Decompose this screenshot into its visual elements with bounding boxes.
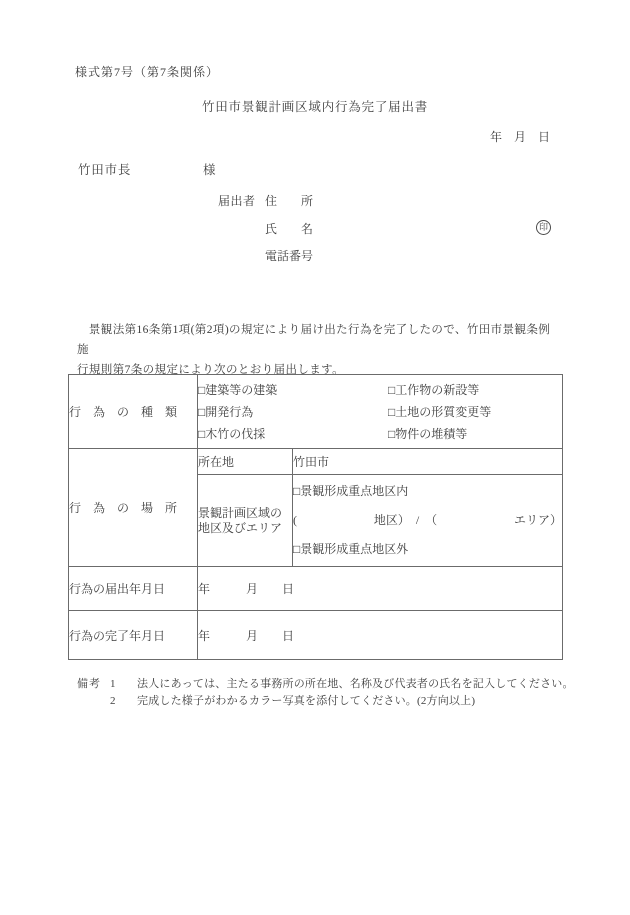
notifier-address-row xyxy=(218,192,313,220)
checkbox-option-building: □建築等の建築 xyxy=(198,382,278,397)
checkbox-option-outside-district: □景観形成重点地区外 xyxy=(293,542,409,556)
form-number: 様式第7号（第7条関係） xyxy=(75,65,220,79)
row-header-complete-date: 行為の完了年月日 xyxy=(69,611,198,660)
seal-character: 印 xyxy=(538,222,548,232)
checkbox-option-development: □開発行為 xyxy=(198,404,254,419)
district-label-line-1: 景観計画区域の xyxy=(198,505,283,520)
notifier-block xyxy=(218,192,313,275)
act-type-options-cell xyxy=(198,375,563,449)
paren-open: ( xyxy=(293,513,297,527)
checkbox-column-right xyxy=(388,379,562,445)
table-row-location xyxy=(69,449,563,475)
notifier-phone-row xyxy=(218,247,313,275)
form-table xyxy=(68,374,563,660)
checkbox-option-inside-district: □景観形成重点地区内 xyxy=(293,484,409,498)
table-row-notify-date xyxy=(69,567,563,611)
district-area-fill-line xyxy=(293,506,562,535)
notify-date-value-cell: 年 月 日 xyxy=(198,567,563,611)
checkbox-option-stockpile: □物件の堆積等 xyxy=(388,426,468,441)
body-line-1: 景観法第16条第1項(第2項)の規定により届け出た行為を完了したので、竹田市景観条例施 xyxy=(77,324,551,356)
checkbox-columns xyxy=(198,379,562,445)
address-label: 住 所 xyxy=(265,194,314,208)
district-label-line-2: 地区及びエリア xyxy=(198,520,283,535)
name-label: 氏 名 xyxy=(265,221,314,236)
addressee-line xyxy=(78,160,216,178)
note-text-1: 法人にあっては、主たる事務所の所在地、名称及び代表者の氏名を記入してください。 xyxy=(137,678,574,690)
date-placeholder: 年 月 日 xyxy=(489,130,550,144)
notes-label: 備考 xyxy=(77,678,101,690)
note-item-1 xyxy=(77,676,574,693)
addressee-name: 竹田市長 xyxy=(78,163,132,177)
location-value-cell: 竹田市 xyxy=(293,449,563,475)
phone-label: 電話番号 xyxy=(265,249,314,263)
district-label-cell xyxy=(198,475,293,567)
note-number-1: 1 xyxy=(110,678,116,690)
note-text-2: 完成した様子がわかるカラー写真を添付してください。(2方向以上) xyxy=(137,695,476,707)
checkbox-option-logging: □木竹の伐採 xyxy=(198,426,266,441)
checkbox-option-structure: □工作物の新設等 xyxy=(388,382,480,397)
notes-block xyxy=(77,676,574,710)
note-number-2: 2 xyxy=(110,695,116,707)
body-line-2: 行規則第7条の規定により次のとおり届出します。 xyxy=(77,364,345,376)
table-row-complete-date xyxy=(69,611,563,660)
checkbox-option-land-change: □土地の形質変更等 xyxy=(388,404,492,419)
row-header-act-place: 行 為 の 場 所 xyxy=(69,449,198,567)
note-item-2 xyxy=(77,693,574,710)
body-paragraph xyxy=(77,320,559,380)
notifier-label: 届出者 xyxy=(218,194,256,208)
row-header-notify-date: 行為の届出年月日 xyxy=(69,567,198,611)
district-slash-label: 地区） / （ xyxy=(373,513,438,527)
notes-label-spacer xyxy=(77,693,110,710)
area-close-label: エリア） xyxy=(513,513,562,527)
checkbox-column-left xyxy=(198,379,388,445)
seal-mark-icon xyxy=(536,220,551,235)
notifier-name-row xyxy=(218,220,313,248)
district-options-cell xyxy=(293,475,563,567)
table-row-act-type xyxy=(69,375,563,449)
honorific-label: 様 xyxy=(203,163,217,177)
complete-date-value-cell: 年 月 日 xyxy=(198,611,563,660)
page-title: 竹田市景観計画区域内行為完了届出書 xyxy=(201,100,429,114)
row-header-act-type: 行 為 の 種 類 xyxy=(69,375,198,449)
location-label-cell: 所在地 xyxy=(198,449,293,475)
